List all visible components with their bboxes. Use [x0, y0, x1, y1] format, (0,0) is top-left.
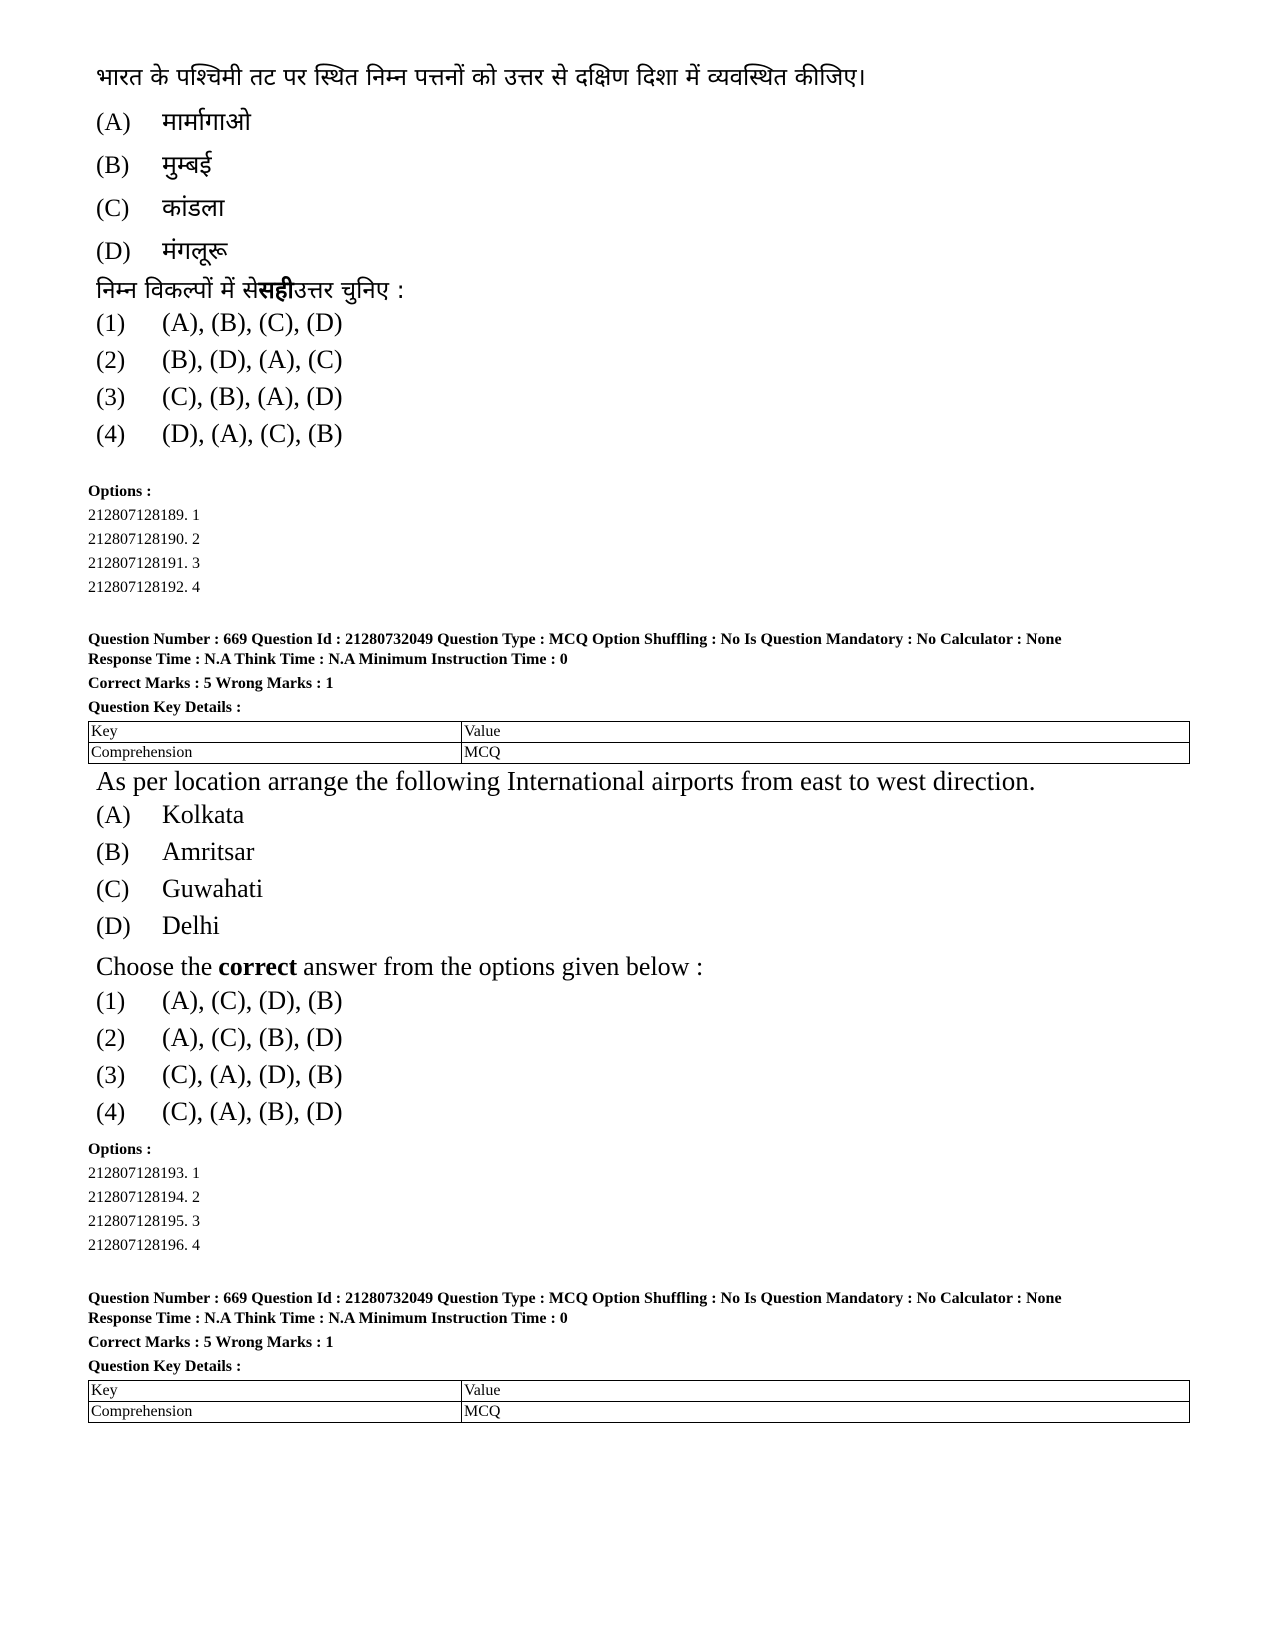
meta-line-response-time: Response Time : N.A Think Time : N.A Minimum Instruction Time : 0 — [88, 1310, 568, 1327]
question-1-options — [88, 480, 1188, 600]
question-2 — [88, 766, 1188, 1134]
option-id: 212807128195. 3 — [88, 1213, 200, 1230]
meta-line-marks: Correct Marks : 5 Wrong Marks : 1 — [88, 1334, 334, 1351]
list-item: (D) मंगलूरू — [96, 236, 228, 265]
meta-line-key-details: Question Key Details : — [88, 699, 242, 716]
list-item: (2) (A), (C), (B), (D) — [96, 1023, 343, 1052]
table-row — [89, 1402, 1190, 1423]
list-item: (3) (C), (A), (D), (B) — [96, 1060, 343, 1089]
question-1-instruction: निम्न विकल्पों में से सही उत्तर चुनिए : — [96, 275, 405, 304]
question-meta-2 — [88, 1289, 1188, 1423]
list-item: (1) (A), (C), (D), (B) — [96, 986, 343, 1015]
question-1-stem: भारत के पश्चिमी तट पर स्थित निम्न पत्तनों को उत्तर से दक्षिण दिशा में व्यवस्थित कीजिए। — [96, 63, 866, 91]
list-item: (4) (D), (A), (C), (B) — [96, 419, 343, 448]
option-id: 212807128196. 4 — [88, 1237, 200, 1254]
table-row — [89, 722, 1190, 743]
question-meta-1 — [88, 630, 1188, 764]
options-heading: Options : — [88, 1141, 152, 1158]
key-details-table — [88, 1380, 1190, 1423]
question-1-choices — [96, 308, 1188, 456]
question-2-stem: As per location arrange the following International airports from east to west direction. — [96, 766, 1036, 796]
table-cell-value: MCQ — [462, 743, 1190, 764]
option-id: 212807128194. 2 — [88, 1189, 200, 1206]
meta-line-question-number: Question Number : 669 Question Id : 21280732049 Question Type : MCQ Option Shuffling : No Is Question Mandatory : No Calculator : None — [88, 1290, 1062, 1307]
list-item: (B) Amritsar — [96, 837, 255, 866]
table-header-key: Key — [89, 722, 462, 743]
table-header-value: Value — [462, 722, 1190, 743]
key-details-table — [88, 721, 1190, 764]
question-2-instruction: Choose the correct answer from the options given below : — [96, 952, 704, 981]
list-item: (2) (B), (D), (A), (C) — [96, 345, 343, 374]
table-cell-key: Comprehension — [89, 1402, 462, 1423]
list-item: (C) Guwahati — [96, 874, 264, 903]
list-item: (1) (A), (B), (C), (D) — [96, 308, 343, 337]
option-id: 212807128193. 1 — [88, 1165, 200, 1182]
option-id: 212807128192. 4 — [88, 579, 200, 596]
meta-line-question-number: Question Number : 669 Question Id : 21280732049 Question Type : MCQ Option Shuffling : No Is Question Mandatory : No Calculator : None — [88, 631, 1062, 648]
list-item: (D) Delhi — [96, 911, 220, 940]
table-cell-key: Comprehension — [89, 743, 462, 764]
list-item: (B) मुम्बई — [96, 150, 212, 179]
table-row — [89, 743, 1190, 764]
question-2-items — [96, 800, 1188, 948]
table-row — [89, 1381, 1190, 1402]
question-1 — [88, 62, 1188, 456]
question-2-options — [88, 1138, 1188, 1258]
options-heading: Options : — [88, 483, 152, 500]
question-1-items — [96, 104, 1188, 270]
list-item: (A) Kolkata — [96, 800, 245, 829]
option-id: 212807128190. 2 — [88, 531, 200, 548]
table-header-key: Key — [89, 1381, 462, 1402]
list-item: (C) कांडला — [96, 193, 225, 222]
option-id: 212807128191. 3 — [88, 555, 200, 572]
table-cell-value: MCQ — [462, 1402, 1190, 1423]
option-id: 212807128189. 1 — [88, 507, 200, 524]
meta-line-response-time: Response Time : N.A Think Time : N.A Minimum Instruction Time : 0 — [88, 651, 568, 668]
table-header-value: Value — [462, 1381, 1190, 1402]
list-item: (A) मार्मागाओ — [96, 107, 251, 136]
list-item: (4) (C), (A), (B), (D) — [96, 1097, 343, 1126]
list-item: (3) (C), (B), (A), (D) — [96, 382, 343, 411]
question-2-choices — [96, 986, 1188, 1134]
meta-line-marks: Correct Marks : 5 Wrong Marks : 1 — [88, 675, 334, 692]
meta-line-key-details: Question Key Details : — [88, 1358, 242, 1375]
